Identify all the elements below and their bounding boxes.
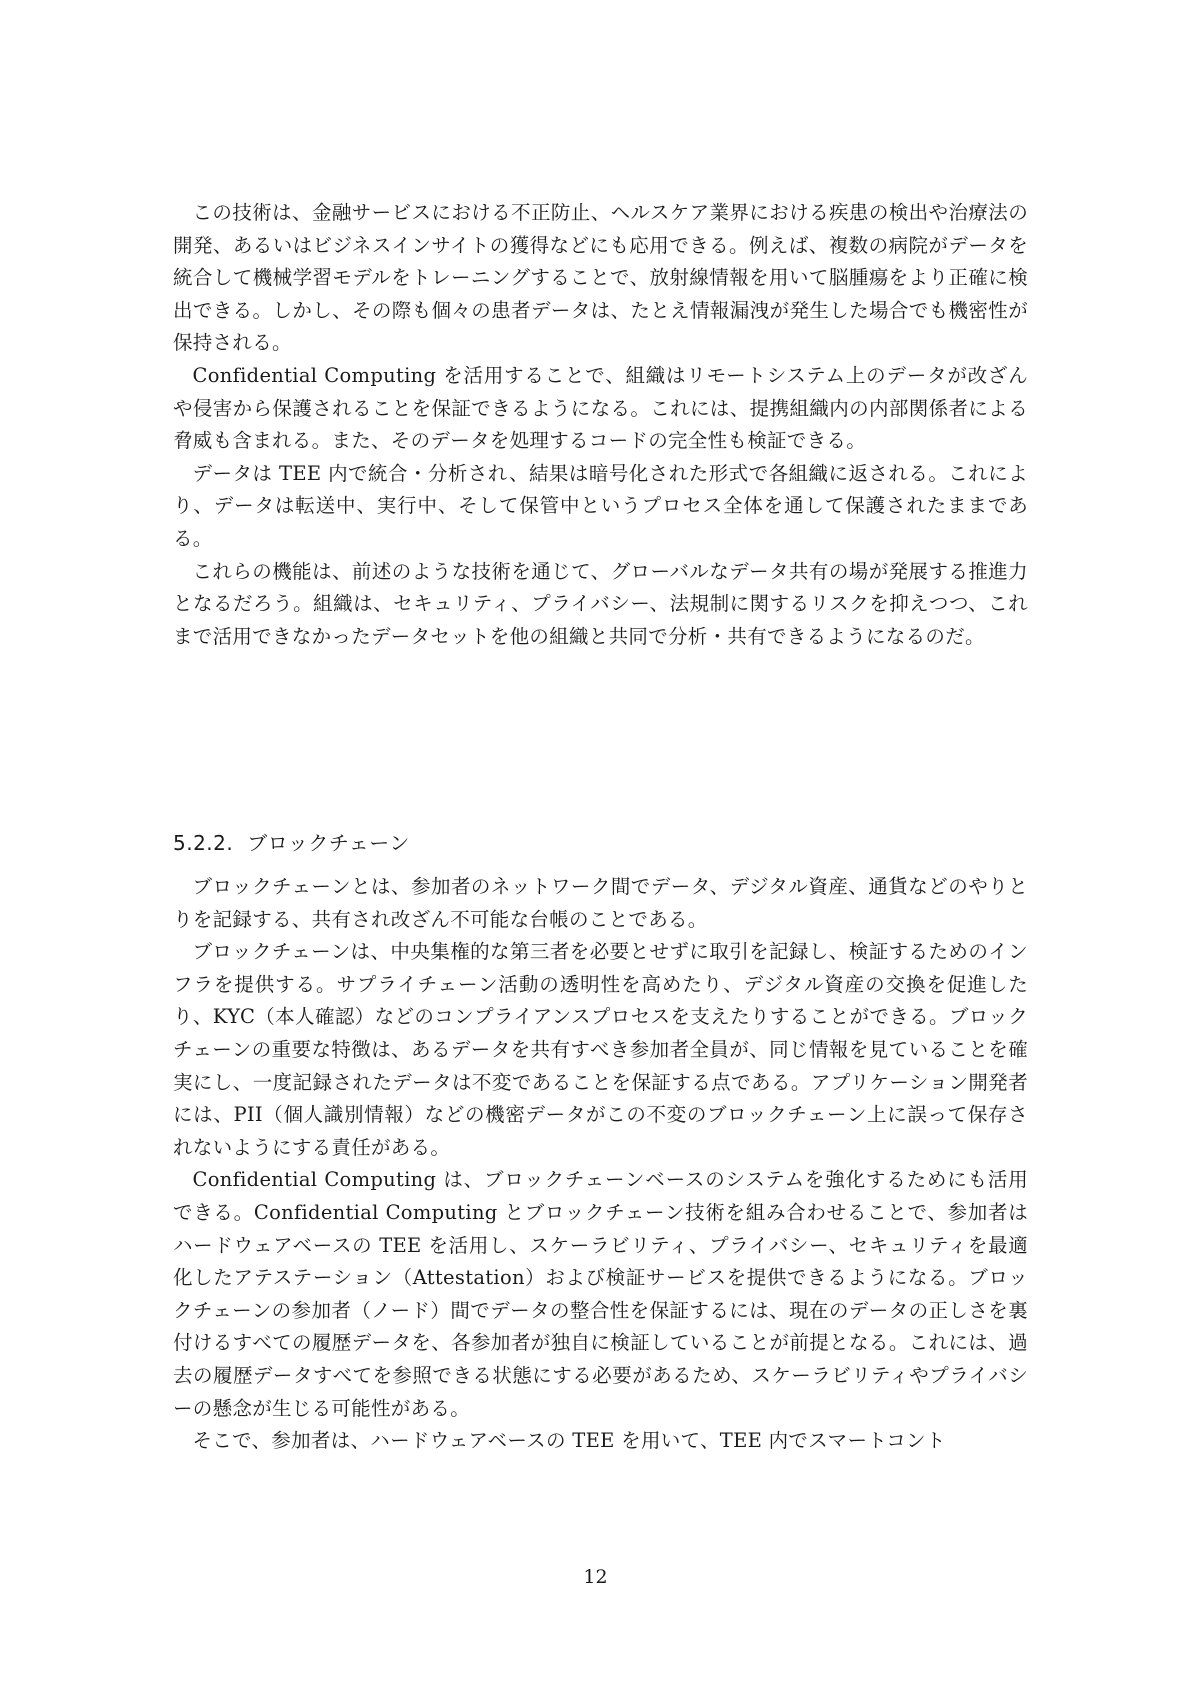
section-heading: [173, 827, 410, 859]
paragraph: ブロックチェーンとは、参加者のネットワーク間でデータ、デジタル資産、通貨などのやりとりを記録する、共有され改ざん不可能な台帳のことである。: [173, 875, 1028, 931]
body-text-top: [173, 197, 1028, 653]
paragraph: そこで、参加者は、ハードウェアベースの TEE を用いて、TEE 内でスマートコント: [192, 1429, 946, 1453]
paragraph: データは TEE 内で統合・分析され、結果は暗号化された形式で各組織に返される。これにより、データは転送中、実行中、そして保管中というプロセス全体を通して保護されたままである。: [173, 461, 1028, 550]
paragraph: この技術は、金融サービスにおける不正防止、ヘルスケア業界における疾患の検出や治療法の開発、あるいはビジネスインサイトの獲得などにも応用できる。例えば、複数の病院がデータを統合して機械学習モデルをトレーニングすることで、放射線情報を用いて脳腫瘍をより正確に検出できる。しかし、その際も個々の患者データは、たとえ情報漏洩が発生した場合でも機密性が保持される。: [173, 201, 1028, 355]
body-text-section: [173, 871, 1028, 1458]
paragraph: Confidential Computing は、ブロックチェーンベースのシステムを強化するためにも活用できる。Confidential Computing とブロックチェーン技術を組み合わせることで、参加者はハードウェアベースの TEE を活用し、スケーラビリティ、プライバシー、セキュリティを最適化したアテステーション（Attestation）および検証サービスを提供できるようになる。ブロックチェーンの参加者（ノード）間でデータの整合性を保証するには、現在のデータの正しさを裏付けるすべての履歴データを、各参加者が独自に検証していることが前提となる。これには、過去の履歴データすべてを参照できる状態にする必要があるため、スケーラビリティやプライバシーの懸念が生じる可能性がある。: [173, 1168, 1028, 1420]
page-number: 12: [583, 1566, 608, 1588]
section-number: 5.2.2.: [173, 831, 234, 855]
paragraph: これらの機能は、前述のような技術を通じて、グローバルなデータ共有の場が発展する推進力となるだろう。組織は、セキュリティ、プライバシー、法規制に関するリスクを抑えつつ、これまで活用できなかったデータセットを他の組織と共同で分析・共有できるようになるのだ。: [173, 559, 1028, 648]
paragraph: ブロックチェーンは、中央集権的な第三者を必要とせずに取引を記録し、検証するためのインフラを提供する。サプライチェーン活動の透明性を高めたり、デジタル資産の交換を促進したり、KYC（本人確認）などのコンプライアンスプロセスを支えたりすることができる。ブロックチェーンの重要な特徴は、あるデータを共有すべき参加者全員が、同じ情報を見ていることを確実にし、一度記録されたデータは不変であることを保証する点である。アプリケーション開発者には、PII（個人識別情報）などの機密データがこの不変のブロックチェーン上に誤って保存されないようにする責任がある。: [173, 940, 1028, 1159]
paragraph: Confidential Computing を活用することで、組織はリモートシステム上のデータが改ざんや侵害から保護されることを保証できるようになる。これには、提携組織内の内部関係者による脅威も含まれる。また、そのデータを処理するコードの完全性も検証できる。: [173, 363, 1028, 453]
section-title: ブロックチェーン: [247, 831, 410, 855]
